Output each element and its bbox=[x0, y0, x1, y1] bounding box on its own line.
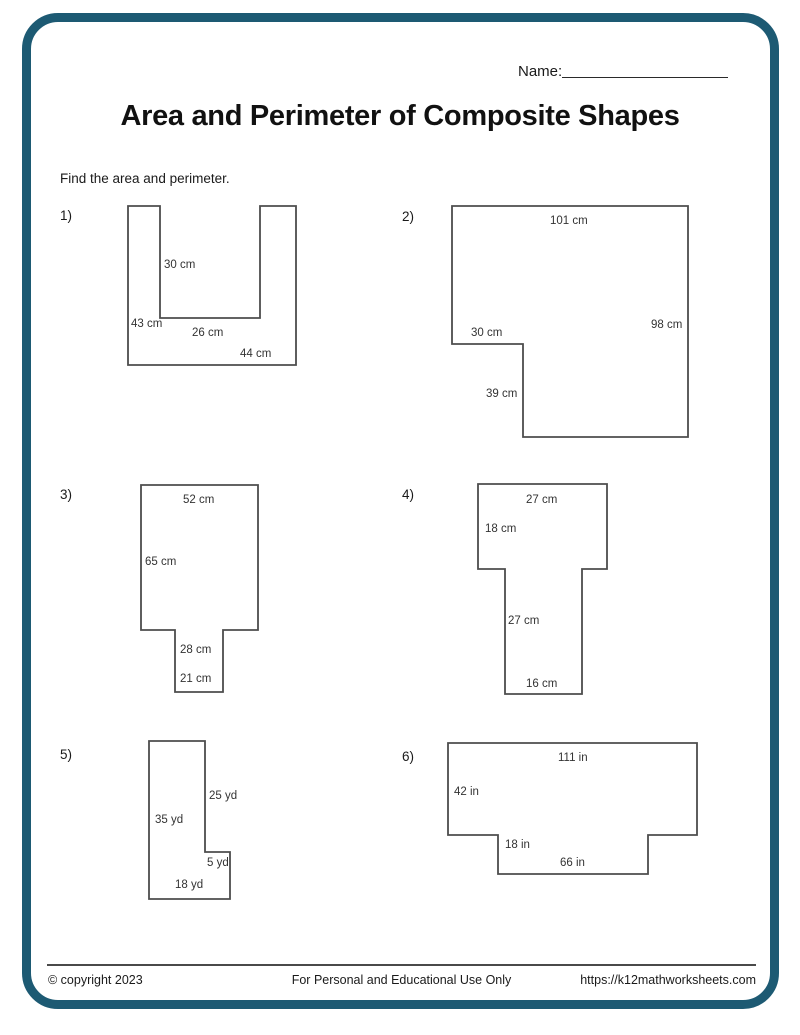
dimension-label: 66 in bbox=[560, 857, 585, 869]
dimension-label: 25 yd bbox=[209, 790, 238, 802]
problem-number: 1) bbox=[60, 208, 73, 223]
instruction-text: Find the area and perimeter. bbox=[60, 171, 230, 186]
dimension-label: 28 cm bbox=[180, 644, 212, 656]
dimension-label: 39 cm bbox=[486, 388, 518, 400]
footer-usage-note: For Personal and Educational Use Only bbox=[291, 973, 512, 987]
dimension-label: 52 cm bbox=[183, 494, 215, 506]
problem-1 bbox=[60, 206, 296, 365]
problem-6 bbox=[402, 743, 697, 874]
dimension-label: 18 yd bbox=[175, 879, 204, 891]
dimension-label: 16 cm bbox=[526, 678, 558, 690]
problem-number: 3) bbox=[60, 487, 73, 502]
dimension-label: 101 cm bbox=[550, 215, 588, 227]
dimension-label: 27 cm bbox=[508, 615, 540, 627]
dimension-label: 26 cm bbox=[192, 327, 224, 339]
dimension-label: 44 cm bbox=[240, 348, 272, 360]
dimension-label: 35 yd bbox=[155, 814, 184, 826]
dimension-label: 27 cm bbox=[526, 494, 558, 506]
dimension-label: 18 in bbox=[505, 839, 530, 851]
shape-outline bbox=[141, 485, 258, 692]
dimension-label: 30 cm bbox=[164, 259, 196, 271]
dimension-label: 111 in bbox=[558, 752, 588, 764]
dimension-label: 18 cm bbox=[485, 523, 517, 535]
problem-2 bbox=[402, 206, 688, 437]
footer-website-link[interactable]: https://k12mathworksheets.com bbox=[580, 973, 756, 987]
dimension-label: 42 in bbox=[454, 786, 479, 798]
problem-number: 4) bbox=[402, 487, 415, 502]
name-label: Name: bbox=[518, 63, 563, 80]
problem-number: 5) bbox=[60, 747, 73, 762]
footer-copyright: © copyright 2023 bbox=[48, 973, 143, 987]
page-title: Area and Perimeter of Composite Shapes bbox=[120, 100, 680, 132]
dimension-label: 21 cm bbox=[180, 673, 212, 685]
problem-5 bbox=[60, 741, 237, 899]
problem-4 bbox=[402, 484, 607, 694]
dimension-label: 65 cm bbox=[145, 556, 177, 568]
problem-3 bbox=[60, 485, 258, 692]
shape-outline bbox=[128, 206, 296, 365]
footer-divider bbox=[47, 964, 756, 966]
dimension-label: 30 cm bbox=[471, 327, 503, 339]
problem-number: 2) bbox=[402, 209, 415, 224]
dimension-label: 43 cm bbox=[131, 318, 163, 330]
dimension-label: 98 cm bbox=[651, 319, 683, 331]
shape-outline bbox=[478, 484, 607, 694]
dimension-label: 5 yd bbox=[207, 857, 229, 869]
problem-number: 6) bbox=[402, 749, 415, 764]
